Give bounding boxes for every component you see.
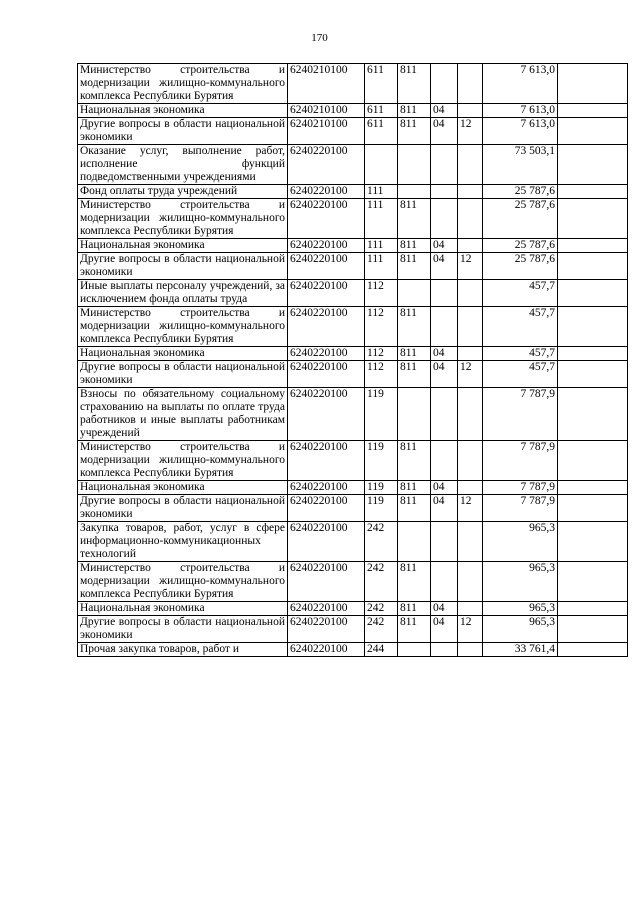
row-subsection-cell xyxy=(458,522,483,562)
table-row xyxy=(78,602,628,616)
row-section-cell: 04 xyxy=(431,602,458,616)
table-row xyxy=(78,481,628,495)
row-subsection-cell xyxy=(458,388,483,441)
row-section-cell xyxy=(431,64,458,104)
row-name-cell: Министерство строительства и модернизации жилищно-коммунального комплекса Республики Бурятия xyxy=(78,199,288,239)
row-section-cell xyxy=(431,522,458,562)
row-name-cell: Национальная экономика xyxy=(78,481,288,495)
table-row xyxy=(78,388,628,441)
row-target-article-cell: 6240220100 xyxy=(288,602,365,616)
row-target-article-cell: 6240220100 xyxy=(288,481,365,495)
row-section-cell: 04 xyxy=(431,481,458,495)
row-section-cell: 04 xyxy=(431,239,458,253)
row-section-cell: 04 xyxy=(431,495,458,522)
row-administrator-cell: 811 xyxy=(398,481,431,495)
row-expense-type-cell: 112 xyxy=(365,280,398,307)
row-name-cell: Министерство строительства и модернизации жилищно-коммунального комплекса Республики Бурятия xyxy=(78,64,288,104)
row-administrator-cell: 811 xyxy=(398,307,431,347)
row-administrator-cell: 811 xyxy=(398,562,431,602)
row-amount-cell: 965,3 xyxy=(483,602,558,616)
row-name-cell: Министерство строительства и модернизации жилищно-коммунального комплекса Республики Бурятия xyxy=(78,441,288,481)
row-expense-type-cell: 111 xyxy=(365,253,398,280)
row-subsection-cell xyxy=(458,185,483,199)
table-row xyxy=(78,64,628,104)
table-row xyxy=(78,280,628,307)
row-subsection-cell xyxy=(458,280,483,307)
row-section-cell xyxy=(431,185,458,199)
row-name-cell: Национальная экономика xyxy=(78,602,288,616)
row-subsection-cell: 12 xyxy=(458,253,483,280)
row-subsection-cell: 12 xyxy=(458,118,483,145)
row-expense-type-cell: 611 xyxy=(365,104,398,118)
row-name-cell: Другие вопросы в области национальной экономики xyxy=(78,118,288,145)
table-row xyxy=(78,347,628,361)
row-target-article-cell: 6240220100 xyxy=(288,307,365,347)
row-target-article-cell: 6240220100 xyxy=(288,199,365,239)
budget-table-body xyxy=(78,64,628,657)
row-expense-type-cell: 242 xyxy=(365,562,398,602)
row-administrator-cell xyxy=(398,643,431,657)
row-target-article-cell: 6240220100 xyxy=(288,185,365,199)
row-expense-type-cell: 112 xyxy=(365,307,398,347)
row-target-article-cell: 6240220100 xyxy=(288,253,365,280)
row-expense-type-cell xyxy=(365,145,398,185)
budget-table xyxy=(77,63,628,657)
row-target-article-cell: 6240220100 xyxy=(288,347,365,361)
row-expense-type-cell: 611 xyxy=(365,64,398,104)
row-extra-cell xyxy=(558,347,628,361)
row-subsection-cell: 12 xyxy=(458,495,483,522)
row-section-cell: 04 xyxy=(431,253,458,280)
row-amount-cell: 25 787,6 xyxy=(483,185,558,199)
row-amount-cell: 25 787,6 xyxy=(483,199,558,239)
row-name-cell: Закупка товаров, работ, услуг в сфере информационно-коммуникационных технологий xyxy=(78,522,288,562)
row-extra-cell xyxy=(558,185,628,199)
row-administrator-cell: 811 xyxy=(398,118,431,145)
row-subsection-cell xyxy=(458,602,483,616)
row-amount-cell: 7 613,0 xyxy=(483,118,558,145)
row-subsection-cell: 12 xyxy=(458,616,483,643)
row-target-article-cell: 6240220100 xyxy=(288,280,365,307)
row-subsection-cell xyxy=(458,307,483,347)
row-administrator-cell xyxy=(398,388,431,441)
row-extra-cell xyxy=(558,253,628,280)
row-target-article-cell: 6240220100 xyxy=(288,495,365,522)
row-amount-cell: 965,3 xyxy=(483,616,558,643)
row-extra-cell xyxy=(558,388,628,441)
row-administrator-cell: 811 xyxy=(398,361,431,388)
row-administrator-cell: 811 xyxy=(398,239,431,253)
table-row xyxy=(78,199,628,239)
row-name-cell: Национальная экономика xyxy=(78,104,288,118)
row-target-article-cell: 6240210100 xyxy=(288,118,365,145)
row-section-cell xyxy=(431,199,458,239)
row-subsection-cell xyxy=(458,643,483,657)
row-administrator-cell xyxy=(398,185,431,199)
row-extra-cell xyxy=(558,602,628,616)
row-expense-type-cell: 244 xyxy=(365,643,398,657)
row-expense-type-cell: 242 xyxy=(365,522,398,562)
row-extra-cell xyxy=(558,307,628,347)
row-target-article-cell: 6240220100 xyxy=(288,388,365,441)
row-name-cell: Оказание услуг, выполнение работ, исполнение функций подведомственными учреждениями xyxy=(78,145,288,185)
row-amount-cell: 457,7 xyxy=(483,307,558,347)
row-expense-type-cell: 111 xyxy=(365,199,398,239)
row-expense-type-cell: 242 xyxy=(365,602,398,616)
row-administrator-cell: 811 xyxy=(398,199,431,239)
row-expense-type-cell: 611 xyxy=(365,118,398,145)
table-row xyxy=(78,185,628,199)
row-administrator-cell: 811 xyxy=(398,64,431,104)
row-expense-type-cell: 111 xyxy=(365,239,398,253)
row-expense-type-cell: 242 xyxy=(365,616,398,643)
row-name-cell: Фонд оплаты труда учреждений xyxy=(78,185,288,199)
row-extra-cell xyxy=(558,441,628,481)
row-section-cell xyxy=(431,280,458,307)
table-row xyxy=(78,145,628,185)
row-administrator-cell xyxy=(398,280,431,307)
row-amount-cell: 7 787,9 xyxy=(483,388,558,441)
row-section-cell: 04 xyxy=(431,361,458,388)
row-amount-cell: 7 613,0 xyxy=(483,104,558,118)
row-amount-cell: 965,3 xyxy=(483,522,558,562)
row-target-article-cell: 6240220100 xyxy=(288,361,365,388)
row-subsection-cell xyxy=(458,441,483,481)
table-row xyxy=(78,643,628,657)
table-row xyxy=(78,239,628,253)
row-subsection-cell xyxy=(458,562,483,602)
row-section-cell: 04 xyxy=(431,347,458,361)
row-amount-cell: 7 787,9 xyxy=(483,495,558,522)
row-section-cell xyxy=(431,388,458,441)
row-amount-cell: 7 787,9 xyxy=(483,441,558,481)
table-row xyxy=(78,104,628,118)
row-section-cell: 04 xyxy=(431,104,458,118)
row-section-cell xyxy=(431,145,458,185)
row-expense-type-cell: 112 xyxy=(365,347,398,361)
row-amount-cell: 457,7 xyxy=(483,361,558,388)
row-subsection-cell xyxy=(458,145,483,185)
row-amount-cell: 25 787,6 xyxy=(483,239,558,253)
row-name-cell: Взносы по обязательному социальному страхованию на выплаты по оплате труда работников и иные выплаты работникам учреждений xyxy=(78,388,288,441)
row-expense-type-cell: 112 xyxy=(365,361,398,388)
row-section-cell xyxy=(431,562,458,602)
row-subsection-cell xyxy=(458,199,483,239)
row-section-cell xyxy=(431,307,458,347)
table-row xyxy=(78,118,628,145)
row-amount-cell: 73 503,1 xyxy=(483,145,558,185)
row-target-article-cell: 6240220100 xyxy=(288,239,365,253)
row-target-article-cell: 6240220100 xyxy=(288,616,365,643)
row-administrator-cell: 811 xyxy=(398,602,431,616)
table-row xyxy=(78,522,628,562)
row-subsection-cell xyxy=(458,347,483,361)
row-name-cell: Национальная экономика xyxy=(78,239,288,253)
row-extra-cell xyxy=(558,616,628,643)
page-number: 170 xyxy=(311,32,328,44)
row-extra-cell xyxy=(558,104,628,118)
table-row xyxy=(78,616,628,643)
row-administrator-cell: 811 xyxy=(398,616,431,643)
row-section-cell xyxy=(431,441,458,481)
table-row xyxy=(78,441,628,481)
row-subsection-cell: 12 xyxy=(458,361,483,388)
row-subsection-cell xyxy=(458,64,483,104)
table-row xyxy=(78,253,628,280)
row-amount-cell: 25 787,6 xyxy=(483,253,558,280)
row-target-article-cell: 6240220100 xyxy=(288,522,365,562)
row-amount-cell: 7 787,9 xyxy=(483,481,558,495)
row-name-cell: Иные выплаты персоналу учреждений, за исключением фонда оплаты труда xyxy=(78,280,288,307)
row-section-cell xyxy=(431,643,458,657)
row-extra-cell xyxy=(558,280,628,307)
row-section-cell: 04 xyxy=(431,616,458,643)
row-extra-cell xyxy=(558,199,628,239)
row-subsection-cell xyxy=(458,481,483,495)
row-administrator-cell xyxy=(398,522,431,562)
row-administrator-cell: 811 xyxy=(398,253,431,280)
row-amount-cell: 965,3 xyxy=(483,562,558,602)
row-section-cell: 04 xyxy=(431,118,458,145)
row-amount-cell: 457,7 xyxy=(483,347,558,361)
row-subsection-cell xyxy=(458,239,483,253)
row-extra-cell xyxy=(558,495,628,522)
row-extra-cell xyxy=(558,361,628,388)
row-amount-cell: 457,7 xyxy=(483,280,558,307)
row-expense-type-cell: 119 xyxy=(365,441,398,481)
row-name-cell: Министерство строительства и модернизации жилищно-коммунального комплекса Республики Бурятия xyxy=(78,307,288,347)
row-expense-type-cell: 119 xyxy=(365,495,398,522)
row-amount-cell: 7 613,0 xyxy=(483,64,558,104)
row-name-cell: Другие вопросы в области национальной экономики xyxy=(78,495,288,522)
row-extra-cell xyxy=(558,522,628,562)
row-target-article-cell: 6240220100 xyxy=(288,441,365,481)
row-extra-cell xyxy=(558,643,628,657)
row-name-cell: Прочая закупка товаров, работ и xyxy=(78,643,288,657)
row-administrator-cell: 811 xyxy=(398,441,431,481)
table-row xyxy=(78,495,628,522)
row-extra-cell xyxy=(558,64,628,104)
table-row xyxy=(78,361,628,388)
row-target-article-cell: 6240220100 xyxy=(288,643,365,657)
row-target-article-cell: 6240210100 xyxy=(288,64,365,104)
row-extra-cell xyxy=(558,562,628,602)
row-expense-type-cell: 119 xyxy=(365,481,398,495)
row-extra-cell xyxy=(558,145,628,185)
row-name-cell: Другие вопросы в области национальной экономики xyxy=(78,253,288,280)
row-subsection-cell xyxy=(458,104,483,118)
row-extra-cell xyxy=(558,239,628,253)
row-administrator-cell xyxy=(398,145,431,185)
row-target-article-cell: 6240220100 xyxy=(288,562,365,602)
row-name-cell: Другие вопросы в области национальной экономики xyxy=(78,361,288,388)
row-target-article-cell: 6240220100 xyxy=(288,145,365,185)
table-row xyxy=(78,562,628,602)
row-target-article-cell: 6240210100 xyxy=(288,104,365,118)
row-administrator-cell: 811 xyxy=(398,347,431,361)
row-administrator-cell: 811 xyxy=(398,495,431,522)
row-extra-cell xyxy=(558,481,628,495)
row-name-cell: Министерство строительства и модернизации жилищно-коммунального комплекса Республики Бурятия xyxy=(78,562,288,602)
row-administrator-cell: 811 xyxy=(398,104,431,118)
row-amount-cell: 33 761,4 xyxy=(483,643,558,657)
table-row xyxy=(78,307,628,347)
row-extra-cell xyxy=(558,118,628,145)
row-name-cell: Национальная экономика xyxy=(78,347,288,361)
row-expense-type-cell: 119 xyxy=(365,388,398,441)
row-expense-type-cell: 111 xyxy=(365,185,398,199)
row-name-cell: Другие вопросы в области национальной экономики xyxy=(78,616,288,643)
